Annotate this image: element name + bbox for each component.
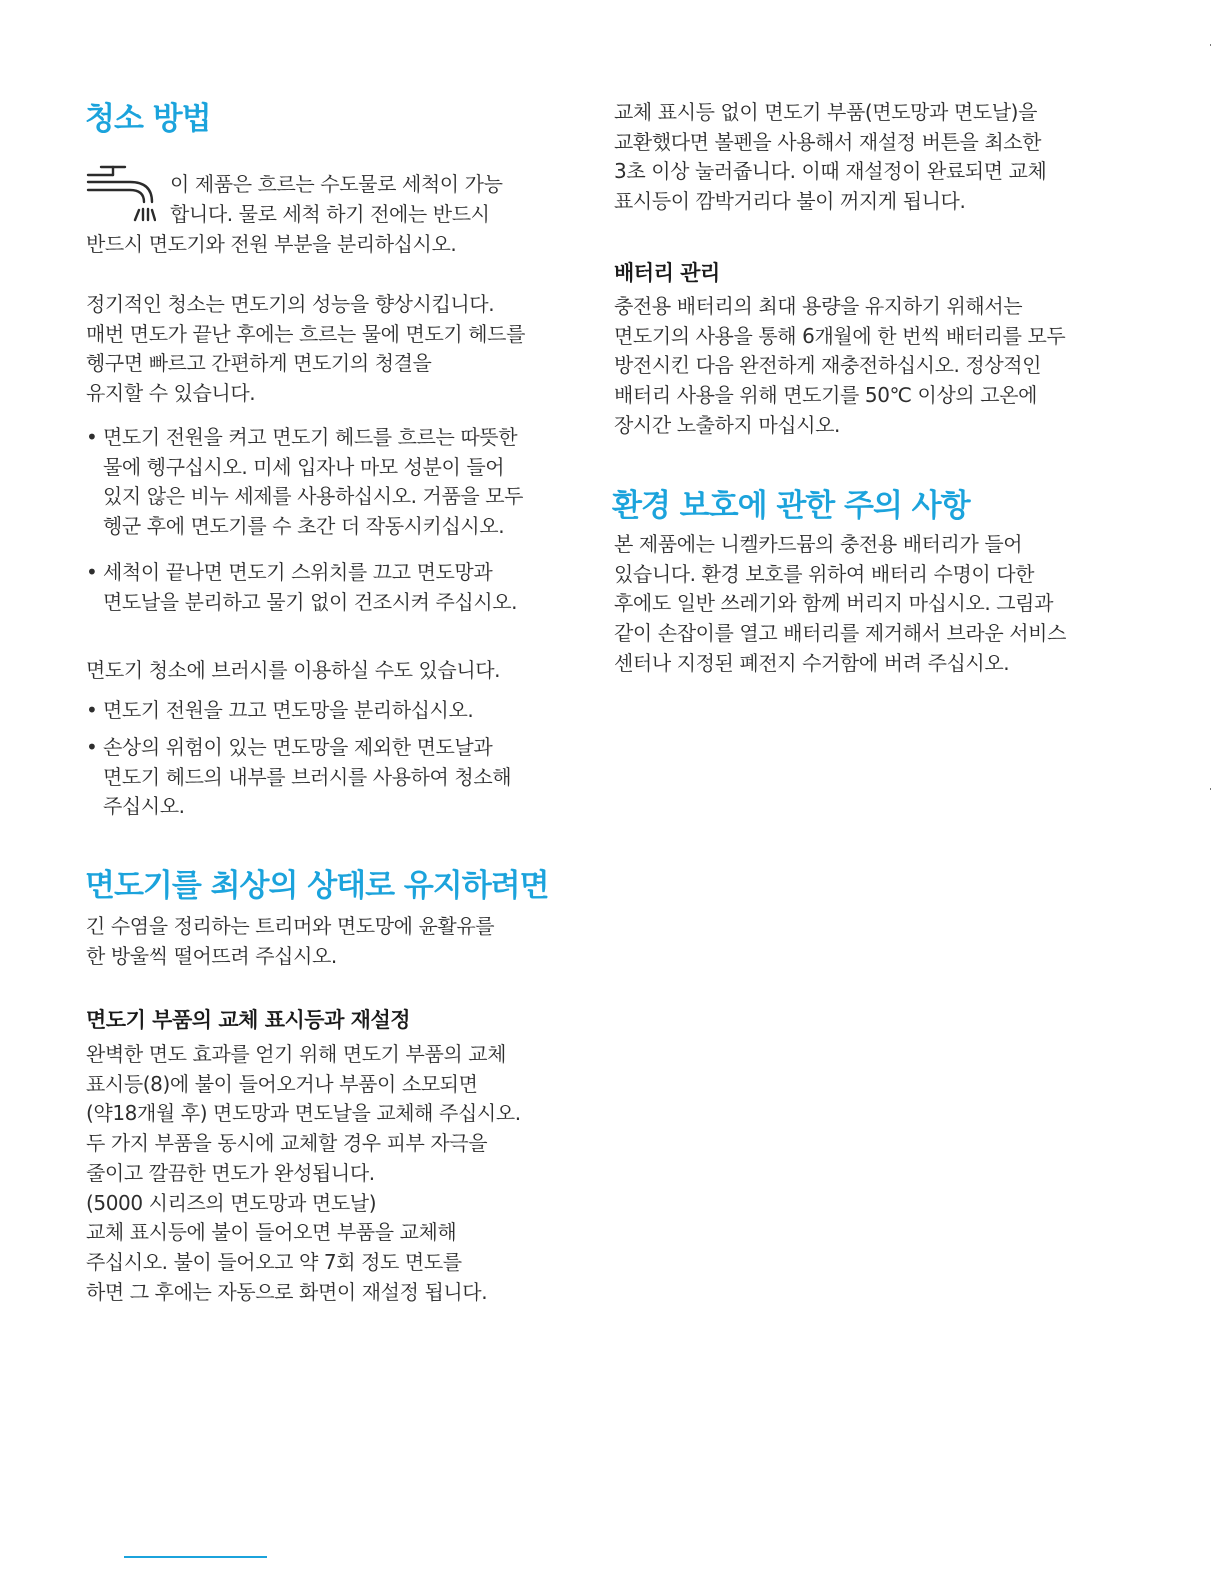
cleaning-intro-cont (86, 230, 456, 260)
text-line: 면도날을 분리하고 물기 없이 건조시켜 주십시오. (103, 589, 518, 614)
text-line: 표시등이 깜박거리다 불이 꺼지게 됩니다. (614, 189, 966, 214)
text-line: 교체 표시등에 불이 들어오면 부품을 교체해 (86, 1220, 457, 1245)
text-line: 있습니다. 환경 보호를 위하여 배터리 수명이 다한 (614, 561, 1035, 586)
section-title-environment: 환경 보호에 관한 주의 사항 (612, 488, 970, 524)
text-line: 배터리 사용을 위해 면도기를 50℃ 이상의 고온에 (614, 383, 1038, 408)
faucet-water-icon (86, 164, 156, 222)
text-line: 후에도 일반 쓰레기와 함께 버리지 마십시오. 그림과 (614, 591, 1054, 616)
text-line: 하면 그 후에는 자동으로 화면이 재설정 됩니다. (86, 1279, 488, 1304)
battery-paragraph (614, 292, 1065, 441)
footer-rule (124, 1556, 267, 1558)
reset-paragraph (614, 98, 1046, 217)
text-line: 교환했다면 볼펜을 사용해서 재설정 버튼을 최소한 (614, 129, 1042, 154)
text-line: 면도기의 사용을 통해 6개월에 한 번씩 배터리를 모두 (614, 323, 1066, 348)
text-line: 헹구면 빠르고 간편하게 면도기의 청결을 (86, 351, 432, 376)
text-line: 물에 헹구십시오. 미세 입자나 마모 성분이 들어 (103, 454, 505, 479)
text-line: (약18개월 후) 면도망과 면도날을 교체해 주십시오. (86, 1101, 521, 1126)
text-line: 매번 면도가 끝난 후에는 흐르는 물에 면도기 헤드를 (86, 321, 526, 346)
text-line: 두 가지 부품을 동시에 교체할 경우 피부 자극을 (86, 1131, 488, 1156)
text-line: 면도기 전원을 끄고 면도망을 분리하십시오. (103, 698, 474, 722)
bullet-dot: • (86, 735, 98, 759)
text-line: 이 제품은 흐르는 수도물로 세척이 가능 (170, 172, 503, 196)
text-line: 주십시오. 불이 들어오고 약 7회 정도 면도를 (86, 1249, 462, 1274)
text-line: 충전용 배터리의 최대 용량을 유지하기 위해서는 (614, 294, 1023, 318)
text-line: 3초 이상 눌러줍니다. 이때 재설정이 완료되면 교체 (614, 159, 1047, 184)
text-line: 같이 손잡이를 열고 배터리를 제거해서 브라운 서비스 (614, 621, 1066, 646)
text-line: 있지 않은 비누 세제를 사용하십시오. 거품을 모두 (103, 484, 524, 509)
text-line: 유지할 수 있습니다. (86, 381, 256, 406)
subsection-title-indicator: 면도기 부품의 교체 표시등과 재설정 (86, 1008, 411, 1032)
text-line: 반드시 면도기와 전원 부분을 분리하십시오. (86, 232, 457, 256)
bullet-item-rinse (86, 423, 523, 542)
text-line: 줄이고 깔끔한 면도가 완성됩니다. (86, 1160, 375, 1185)
cleaning-paragraph-1 (86, 290, 525, 409)
crop-mark-top-right (1210, 44, 1211, 46)
text-line: 교체 표시등 없이 면도기 부품(면도망과 면도날)을 (614, 100, 1037, 124)
environment-paragraph (614, 530, 1066, 679)
text-line: 완벽한 면도 효과를 얻기 위해 면도기 부품의 교체 (86, 1042, 507, 1066)
text-line: 긴 수염을 정리하는 트리머와 면도망에 윤활유를 (86, 914, 495, 938)
text-line: 손상의 위험이 있는 면도망을 제외한 면도날과 (103, 735, 493, 759)
text-line: 세척이 끝나면 면도기 스위치를 끄고 면도망과 (103, 560, 493, 584)
text-line: 합니다. 물로 세척 하기 전에는 반드시 (170, 201, 490, 226)
text-line: 헹군 후에 면도기를 수 초간 더 작동시키십시오. (103, 514, 505, 539)
text-line: 주십시오. (103, 794, 185, 819)
text-line: (5000 시리즈의 면도망과 면도날) (86, 1190, 377, 1215)
text-line: 장시간 노출하지 마십시오. (614, 412, 840, 437)
crop-mark-right (1210, 788, 1211, 790)
bullet-dot: • (86, 698, 98, 722)
indicator-paragraph (86, 1040, 521, 1307)
text-line: 면도기 헤드의 내부를 브러시를 사용하여 청소해 (103, 764, 512, 789)
text-line: 센터나 지정된 폐전지 수거함에 버려 주십시오. (614, 650, 1010, 675)
bullet-dot: • (86, 560, 98, 584)
text-line: 정기적인 청소는 면도기의 성능을 향상시킵니다. (86, 292, 495, 316)
text-line: 면도기 청소에 브러시를 이용하실 수도 있습니다. (86, 658, 501, 682)
text-line: 방전시킨 다음 완전하게 재충전하십시오. 정상적인 (614, 353, 1042, 378)
bullet-item-dry (86, 558, 517, 617)
bullet-item-brush (86, 733, 511, 822)
text-line: 면도기 전원을 켜고 면도기 헤드를 흐르는 따뜻한 (103, 425, 518, 449)
section-title-maintain: 면도기를 최상의 상태로 유지하려면 (85, 868, 549, 904)
subsection-title-battery: 배터리 관리 (614, 261, 720, 285)
section-title-cleaning: 청소 방법 (85, 101, 211, 137)
text-line: 표시등(8)에 불이 들어오거나 부품이 소모되면 (86, 1071, 478, 1096)
cleaning-paragraph-2 (86, 656, 500, 686)
cleaning-intro (170, 170, 503, 229)
bullet-dot: • (86, 425, 98, 449)
bullet-item-power-off (86, 696, 473, 726)
maintain-paragraph (86, 912, 494, 971)
text-line: 한 방울씩 떨어뜨려 주십시오. (86, 943, 337, 968)
text-line: 본 제품에는 니켈카드뮴의 충전용 배터리가 들어 (614, 532, 1023, 556)
